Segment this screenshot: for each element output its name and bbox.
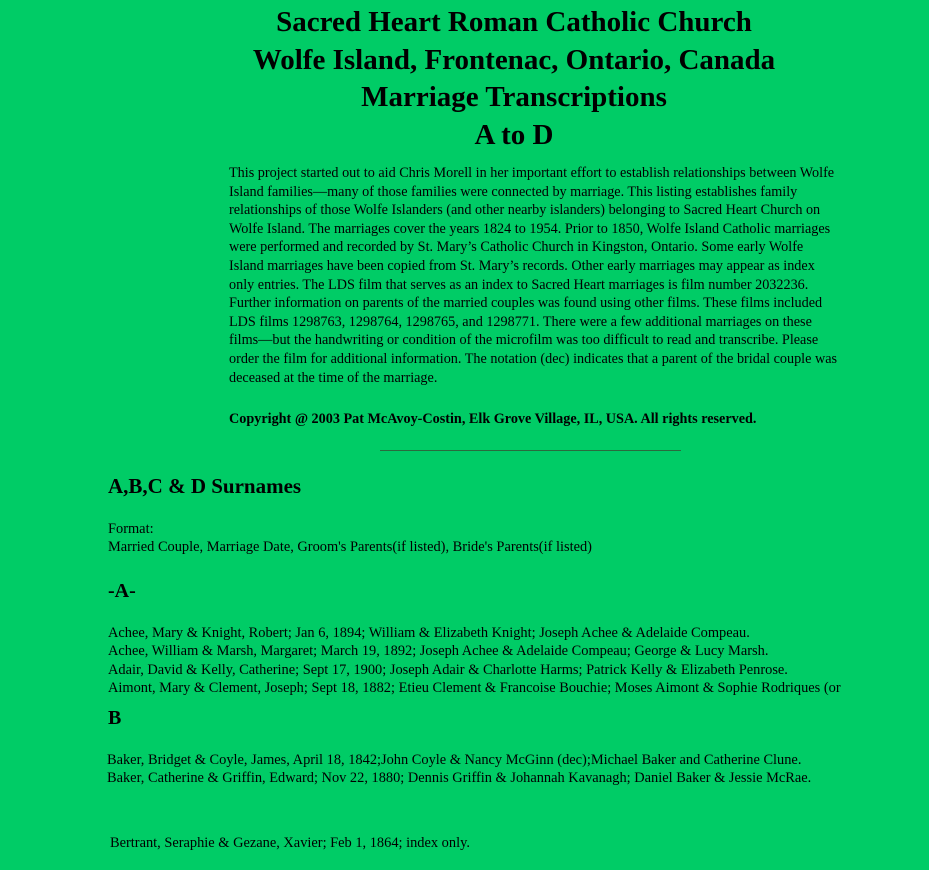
marriage-entry: Aimont, Mary & Clement, Joseph; Sept 18, 1882; Etieu Clement & Francoise Bouchie; Moses Aimont & Sophie Rodriques (or [108,680,841,696]
title-location: Wolfe Island, Frontenac, Ontario, Canada [252,43,776,76]
letter-heading-a: -A- [108,580,136,602]
marriage-entry: Achee, William & Marsh, Margaret; March 19, 1892; Joseph Achee & Adelaide Compeau; George & Lucy Marsh. [108,643,769,659]
format-label: Format: [108,521,154,537]
marriage-entry: Achee, Mary & Knight, Robert; Jan 6, 1894; William & Elizabeth Knight; Joseph Achee & Adelaide Compeau. [108,625,750,641]
title-range: A to D [474,118,554,151]
horizontal-divider [380,450,681,451]
format-description: Married Couple, Marriage Date, Groom's Parents(if listed), Bride's Parents(if listed) [108,539,592,555]
letter-heading-b: B [108,707,122,729]
intro-paragraph: This project started out to aid Chris Morell in her important effort to establish relationships between Wolfe Island families—many of those families were connected by marriage. This listing establishes family relationships of those Wolfe Islanders (and other nearby islanders) belonging to Sacred Heart Church on Wolfe Island. The marriages cover the years 1824 to 1954. Prior to 1850, Wolfe Island Catholic marriages were performed and recorded by St. Mary’s Catholic Church in Kingston, Ontario. Some early Wolfe Island marriages have been copied from St. Mary’s records. Other early marriages may appear as index only entries. The LDS film that serves as an index to Sacred Heart marriages is film number 2032236. Further information on parents of the married couples was found using other films. These films included LDS films 1298763, 1298764, 1298765, and 1298771. There were a few additional marriages on these films—but the handwriting or condition of the microfilm was too difficult to read and transcribe. Please order the film for additional information. The notation (dec) indicates that a parent of the bridal couple was deceased at the time of the marriage. [229,165,838,386]
title-church-name: Sacred Heart Roman Catholic Church [276,6,752,38]
marriage-entry: Adair, David & Kelly, Catherine; Sept 17, 1900; Joseph Adair & Charlotte Harms; Patrick Kelly & Elizabeth Penrose. [108,662,788,678]
copyright-notice: Copyright @ 2003 Pat McAvoy-Costin, Elk Grove Village, IL, USA. All rights reserved. [229,411,757,427]
page-title [0,4,929,154]
marriage-entry: Baker, Bridget & Coyle, James, April 18, 1842;John Coyle & Nancy McGinn (dec);Michael Baker and Catherine Clune. [107,752,802,768]
title-document-type: Marriage Transcriptions [361,81,667,113]
marriage-entry: Baker, Catherine & Griffin, Edward; Nov 22, 1880; Dennis Griffin & Johannah Kavanagh; Daniel Baker & Jessie McRae. [107,770,812,786]
marriage-entry: Bertrant, Seraphie & Gezane, Xavier; Feb 1, 1864; index only. [110,835,470,851]
surnames-section-heading: A,B,C & D Surnames [108,474,302,498]
